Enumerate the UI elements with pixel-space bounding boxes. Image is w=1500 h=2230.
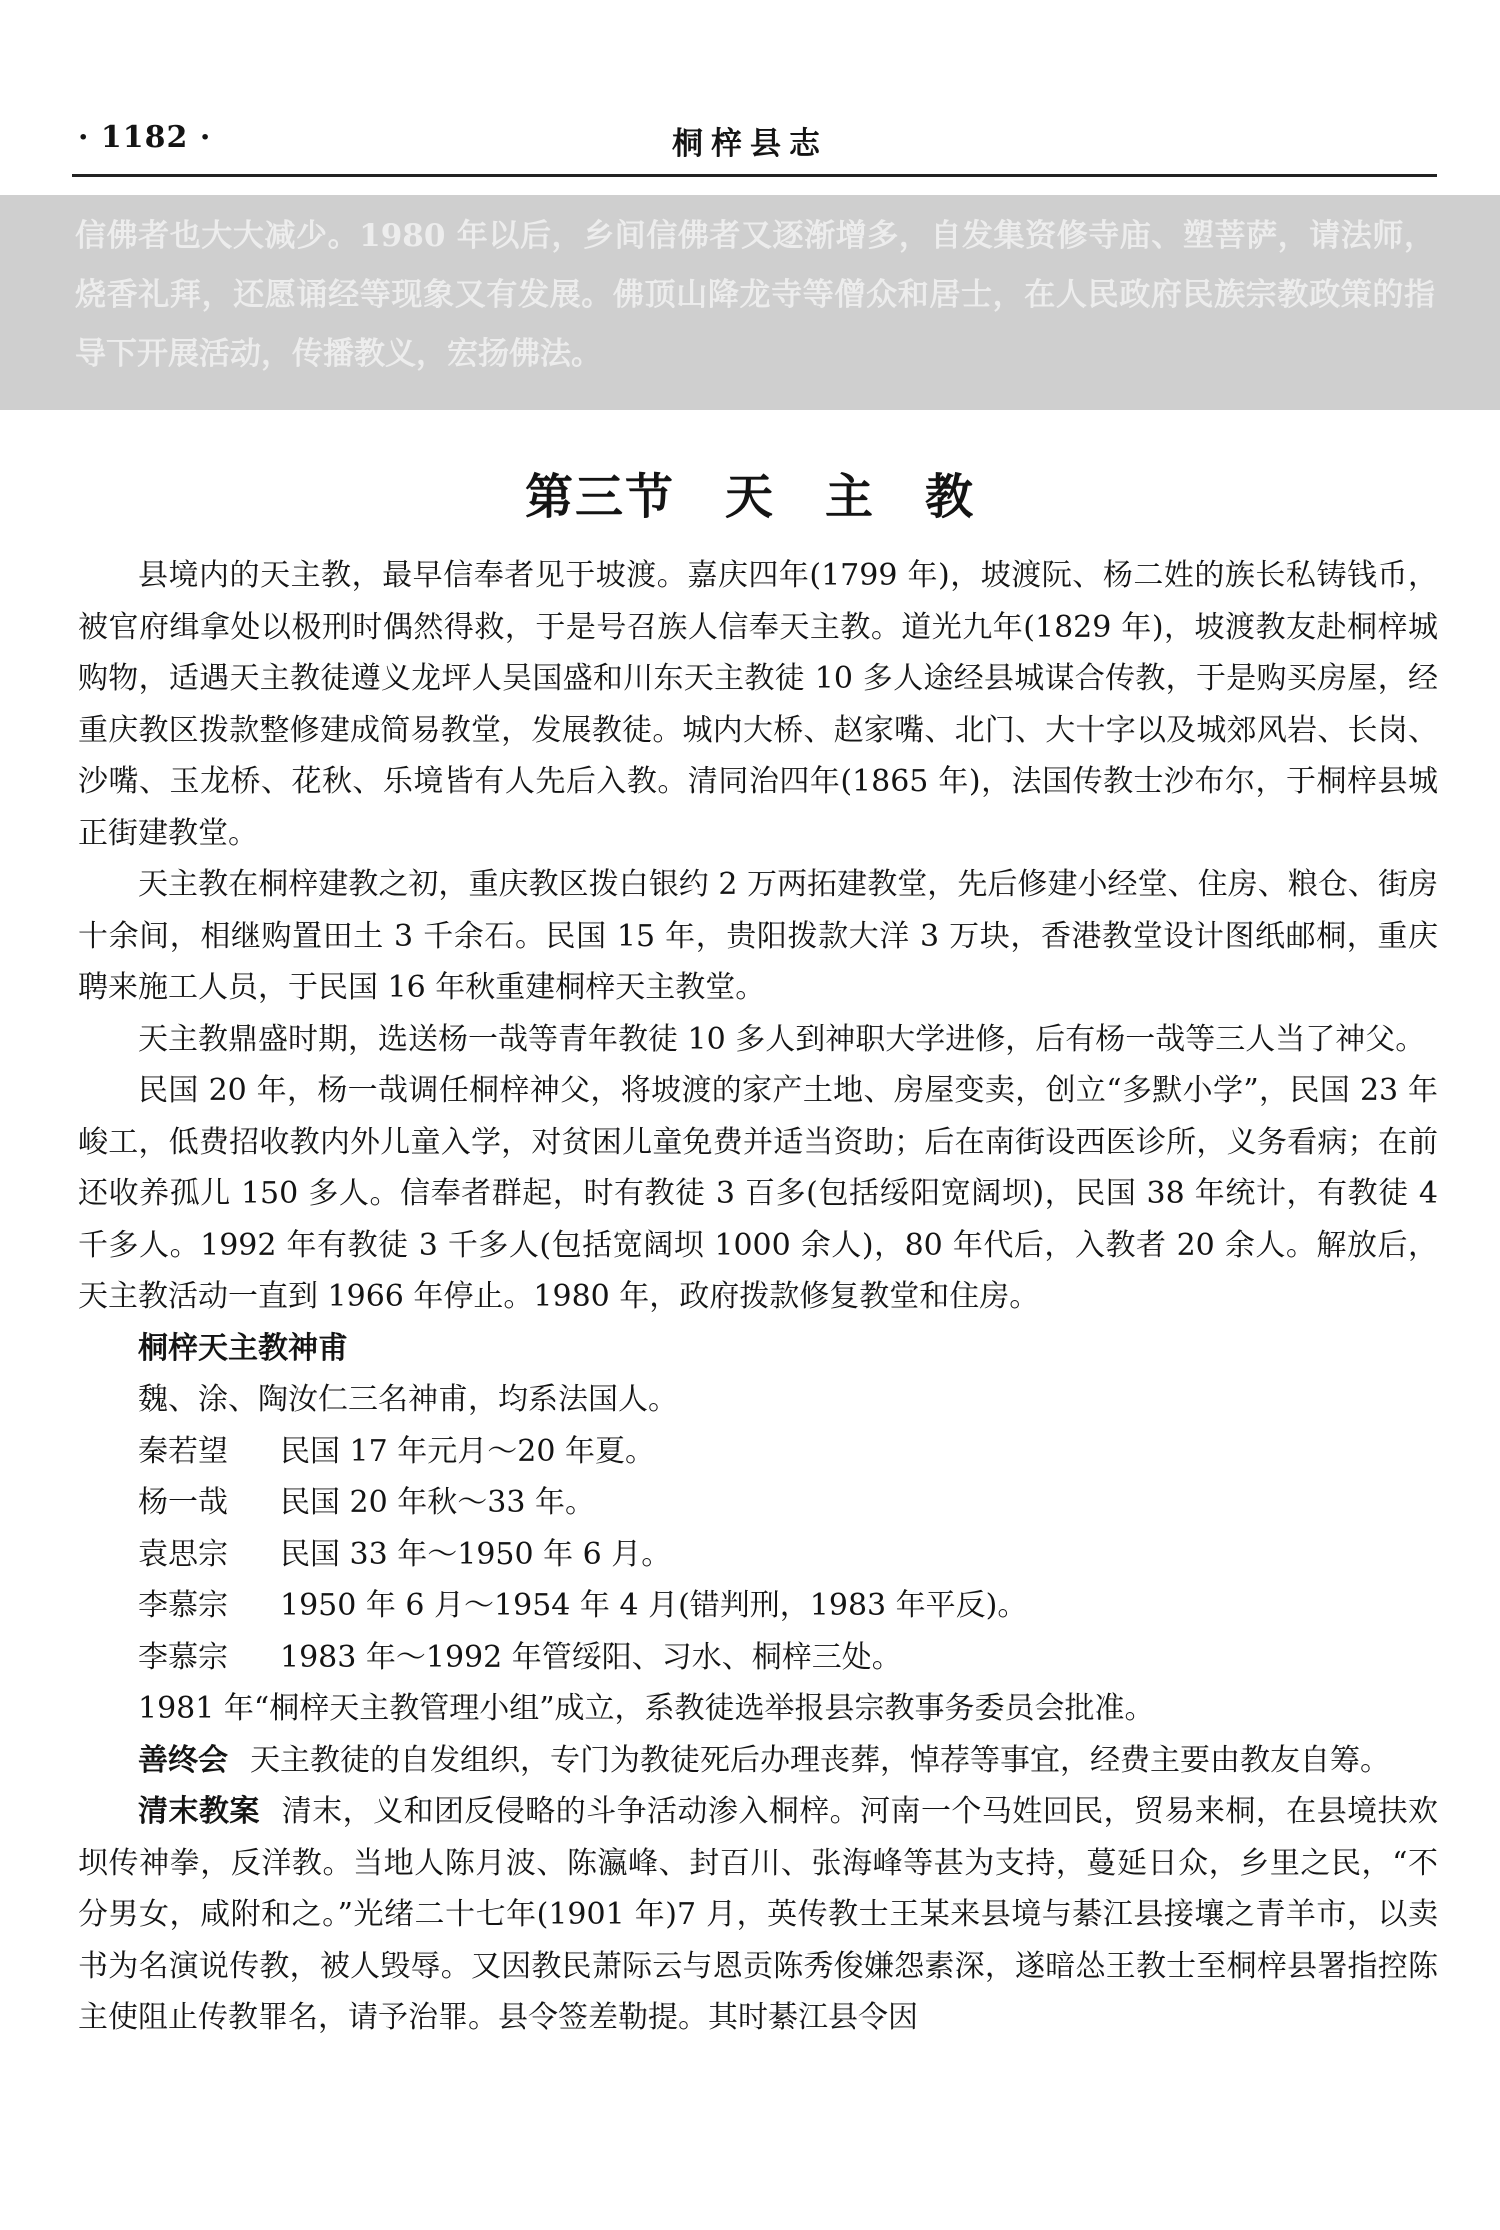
priest-entry [78, 1529, 1438, 1581]
priest-entry [78, 1477, 1438, 1529]
priests-intro: 魏、涂、陶汝仁三名神甫，均系法国人。 [138, 1382, 678, 1417]
priest-term: 1983 年～1992 年管绥阳、习水、桐梓三处。 [280, 1639, 902, 1675]
page-number: · 1182 · [78, 120, 212, 155]
body-text [78, 550, 1438, 2044]
paragraph: 天主教鼎盛时期，选送杨一哉等青年教徒 10 多人到神职大学进修，后有杨一哉等三人当了神父。 [138, 1021, 1426, 1057]
header-rule [72, 174, 1437, 177]
priest-name: 秦若望 [138, 1433, 228, 1469]
carryover-highlight [0, 195, 1500, 410]
paragraph: 民国 20 年，杨一哉调任桐梓神父，将坡渡的家产土地、房屋变卖，创立“多默小学”，民国 23 年峻工，低费招收教内外儿童入学，对贫困儿童免费并适当资助；后在南街设西医诊所，义务看病；在前还收养孤儿 150 多人。信奉者群起，时有教徒 3 百多(包括绥阳宽阔坝)，民国 38 年统计，有教徒 4 千多人。1992 年有教徒 3 千多人(包括宽阔坝 1000 余人)，80 年代后，入教者 20 余人。解放后，天主教活动一直到 1966 年停止。1980 年，政府拨款修复教堂和住房。 [78, 1073, 1438, 1314]
priest-term: 民国 17 年元月～20 年夏。 [280, 1433, 655, 1469]
priest-name: 李慕宗 [138, 1588, 228, 1623]
paragraph: 天主教在桐梓建教之初，重庆教区拨白银约 2 万两拓建教堂，先后修建小经堂、住房、粮仓、街房十余间，相继购置田土 3 千余石。民国 15 年，贵阳拨款大洋 3 万块，香港教堂设计图纸邮桐，重庆聘来施工人员，于民国 16 年秋重建桐梓天主教堂。 [78, 867, 1438, 1005]
paragraph: 县境内的天主教，最早信奉者见于坡渡。嘉庆四年(1799 年)，坡渡阮、杨二姓的族长私铸钱币，被官府缉拿处以极刑时偶然得救，于是号召族人信奉天主教。道光九年(1829 年)，坡渡教友赴桐梓城购物，适遇天主教徒遵义龙坪人吴国盛和川东天主教徒 10 多人途经县城谋合传教，于是购买房屋，经重庆教区拨款整修建成简易教堂，发展教徒。城内大桥、赵家嘴、北门、大十字以及城郊风岩、长岗、沙嘴、玉龙桥、花秋、乐境皆有人先后入教。清同治四年(1865 年)，法国传教士沙布尔，于桐梓县城正街建教堂。 [78, 558, 1438, 851]
entry-text: 清末，义和团反侵略的斗争活动渗入桐梓。河南一个马姓回民，贸易来桐，在县境扶欢坝传神拳，反洋教。当地人陈月波、陈瀛峰、封百川、张海峰等甚为支持，蔓延日众，乡里之民，“不分男女，咸附和之。”光绪二十七年(1901 年)7 月，英传教士王某来县境与綦江县接壤之青羊市，以卖书为名演说传教，被人毁辱。又因教民萧际云与恩贡陈秀俊嫌怨素深，遂暗怂王教士至桐梓县署指控陈主使阻止传教罪名，请予治罪。县令签差勒提。其时綦江县令因 [78, 1794, 1439, 2035]
carryover-paragraph: 信佛者也大大减少。1980 年以后，乡间信佛者又逐渐增多，自发集资修寺庙、塑菩萨，请法师，烧香礼拜，还愿诵经等现象又有发展。佛顶山降龙寺等僧众和居士，在人民政府民族宗教政策的指导下开展活动，传播教义，宏扬佛法。 [75, 218, 1435, 372]
priest-name: 李慕宗 [138, 1639, 228, 1675]
entry-qingmo-jiaoan [78, 1786, 1438, 2044]
priests-heading: 桐梓天主教神甫 [138, 1330, 348, 1366]
entry-text: 天主教徒的自发组织，专门为教徒死后办理丧葬，悼荐等事宜，经费主要由教友自筹。 [250, 1742, 1390, 1778]
entry-shanzhonghui [78, 1735, 1438, 1787]
entry-term: 善终会 [138, 1742, 228, 1778]
book-title: 桐梓县志 [672, 126, 828, 162]
page-header [0, 0, 1500, 175]
section-title: 第三节 天 主 教 [524, 469, 975, 525]
priest-entry [78, 1426, 1438, 1478]
priest-term: 民国 20 年秋～33 年。 [280, 1485, 595, 1520]
entry-term: 清末教案 [138, 1794, 260, 1829]
priest-name: 杨一哉 [138, 1485, 228, 1520]
priest-entry [78, 1580, 1438, 1632]
management-note: 1981 年“桐梓天主教管理小组”成立，系教徒选举报县宗教事务委员会批准。 [138, 1691, 1155, 1726]
priest-entry [78, 1632, 1438, 1684]
priest-term: 民国 33 年～1950 年 6 月。 [280, 1536, 672, 1572]
priest-name: 袁思宗 [138, 1536, 228, 1572]
priest-term: 1950 年 6 月～1954 年 4 月(错判刑，1983 年平反)。 [280, 1588, 1028, 1623]
